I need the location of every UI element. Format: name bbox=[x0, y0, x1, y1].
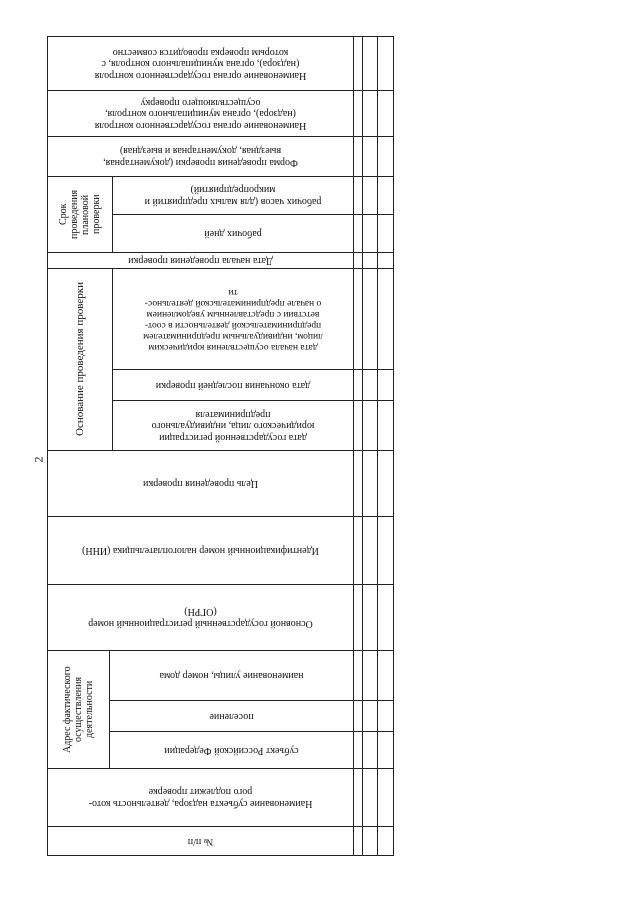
header-term-workhours: рабочих часов (для малых предприятий и микропредприятий) bbox=[144, 184, 322, 207]
header-address-settlement: поселение bbox=[209, 710, 254, 722]
page-number: 2 bbox=[31, 456, 46, 463]
header-subject-name: Наименование субъекта надзора, деятельность кото- рого подлежит проверке bbox=[88, 786, 313, 809]
header-term-workdays: рабочих дней bbox=[204, 228, 262, 240]
header-basis-group: Основание проведения проверки bbox=[73, 282, 86, 437]
header-basis-registration: дата государственной регистрации юридического лица, индивидуального предпринимателя bbox=[151, 408, 315, 443]
header-term-group: Срок проведения плановой проверки bbox=[58, 189, 102, 240]
header-form: Форма проведения проверки (документарная, выездная, документарная и выездная) bbox=[103, 145, 298, 168]
header-address-group: Адрес фактического осуществления деятельности bbox=[62, 666, 95, 753]
header-basis-activity-start: дата начала осуществления юридическим лицом, индивидуальным предпринимателем предпринимательской деятельности в соот- ветствии с представленным уведомлением о начале предпринимательской деятельнос- ти bbox=[143, 287, 323, 352]
header-address-region: субъект Российской Федерации bbox=[164, 744, 299, 756]
header-ogrn: Основной государственный регистрационный номер (ОГРН) bbox=[88, 606, 313, 629]
header-purpose: Цель проведения проверки bbox=[142, 478, 259, 490]
header-inn: Идентификационный номер налогоплательщика (ИНН) bbox=[82, 545, 319, 557]
header-authority: Наименование органа государственного контроля (надзора), органа муниципального контроля, осуществляющего проверку bbox=[94, 96, 307, 131]
header-joint-authority: Наименование органа государственного контроля (надзора), органа муниципального контроля, с которым проверка проводится совместно bbox=[94, 46, 307, 81]
header-start-date: Дата начала проведения проверки bbox=[128, 255, 273, 267]
header-basis-last-check: дата окончания последней проверки bbox=[155, 379, 311, 391]
header-number: № п/п bbox=[187, 835, 214, 847]
header-address-street: наименование улицы, номер дома bbox=[159, 670, 304, 682]
